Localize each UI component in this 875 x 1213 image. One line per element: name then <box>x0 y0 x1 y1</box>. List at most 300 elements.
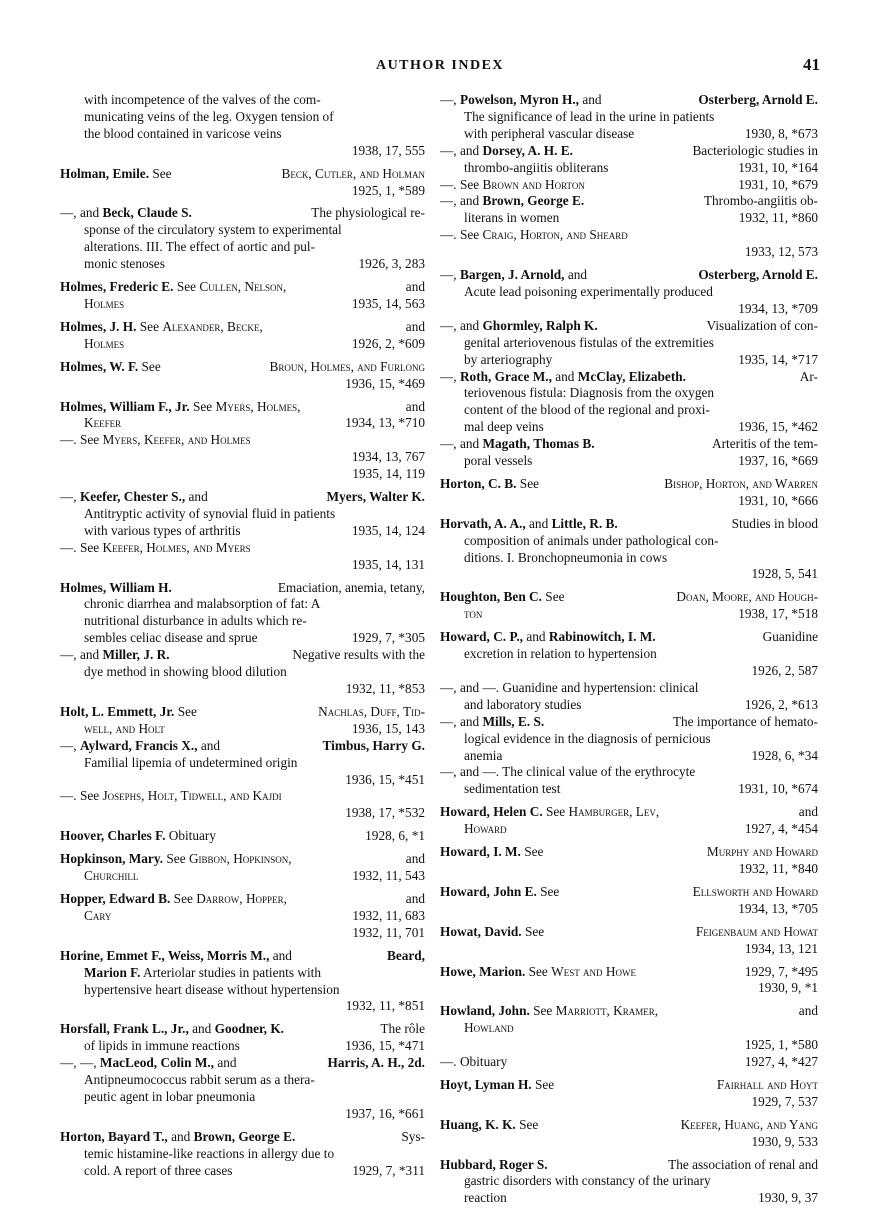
entry-line <box>60 613 425 630</box>
index-entry <box>440 964 818 998</box>
entry-line <box>60 523 425 540</box>
cross-reference: Doan, Moore, and Hough- <box>676 589 818 605</box>
entry-line <box>440 1173 818 1190</box>
entry-text: 1934, 13, 121 <box>744 940 818 956</box>
entry-line <box>440 1054 818 1071</box>
entry-text: —. See <box>60 539 103 555</box>
entry-text: and <box>214 1055 237 1071</box>
cross-reference: Hamburger, Lev, <box>568 804 660 820</box>
entry-line <box>60 279 425 296</box>
line-lead <box>440 143 573 160</box>
entry-line <box>440 385 818 402</box>
entry-text: 1934, 13, 767 <box>351 449 425 465</box>
entry-line <box>60 126 425 143</box>
index-entry <box>60 205 425 273</box>
entry-line <box>60 908 425 925</box>
entry-line <box>440 731 818 748</box>
entry-text: the blood contained in varicose veins <box>84 125 282 141</box>
author-name: Hopkinson, Mary. <box>60 851 164 867</box>
author-name: Howard, I. M. <box>440 844 521 860</box>
entry-line <box>440 126 818 143</box>
entry-text: 1933, 12, 573 <box>744 244 818 260</box>
cross-reference: Cary <box>84 907 112 923</box>
line-lead <box>440 436 595 453</box>
entry-line <box>440 1077 818 1094</box>
entry-text: Ar- <box>799 368 818 384</box>
author-name: Rabinowitch, I. M. <box>548 629 656 645</box>
entry-text: —, <box>60 737 80 753</box>
entry-line <box>440 680 818 697</box>
entry-text: and <box>798 1003 818 1019</box>
entry-text: —, and —. Guanidine and hypertension: clinical <box>440 679 699 695</box>
line-lead <box>464 352 552 369</box>
author-name: Beck, Claude S. <box>102 205 192 221</box>
cross-reference: Josephs, Holt, Tidwell, and Kajdi <box>102 788 282 804</box>
author-name: Brown, George E. <box>193 1128 296 1144</box>
entry-text: 1936, 15, *451 <box>345 771 425 787</box>
entry-line <box>60 359 425 376</box>
line-lead <box>60 828 216 845</box>
author-name: Horsfall, Frank L., Jr., <box>60 1021 189 1037</box>
line-lead <box>440 516 618 533</box>
entry-line <box>60 222 425 239</box>
entry-line <box>440 1003 818 1020</box>
line-lead <box>464 748 502 765</box>
entry-text: —, and <box>440 317 483 333</box>
line-lead <box>440 589 565 606</box>
entry-line <box>60 596 425 613</box>
entry-text: —. See <box>440 227 483 243</box>
entry-text: —. See <box>440 176 483 192</box>
entry-text: 1936, 15, *469 <box>345 375 425 391</box>
entry-text: 1926, 3, 283 <box>358 256 425 272</box>
entry-text: sembles celiac disease and sprue <box>84 630 258 646</box>
index-entry <box>440 804 818 838</box>
cross-reference: Brown and Horton <box>482 176 585 192</box>
entry-line <box>60 319 425 336</box>
line-lead <box>464 1190 507 1207</box>
entry-line <box>60 1038 425 1055</box>
index-entry <box>60 399 425 484</box>
entry-line <box>440 1037 818 1054</box>
entry-text: poral vessels <box>464 453 533 469</box>
cross-reference: Myers, Holmes, <box>215 398 301 414</box>
cross-reference: Broun, Holmes, and Furlong <box>269 358 425 374</box>
line-lead <box>464 606 482 623</box>
cross-reference: Churchill <box>84 868 139 884</box>
line-lead <box>464 697 581 714</box>
entry-text: 1935, 14, 119 <box>352 466 425 482</box>
index-entry <box>440 844 818 878</box>
entry-text: mal deep veins <box>464 419 544 435</box>
entry-line <box>440 301 818 318</box>
entry-line <box>60 466 425 483</box>
entry-line <box>60 580 425 597</box>
entry-text: The association of renal and <box>668 1156 818 1172</box>
entry-line <box>440 177 818 194</box>
line-lead <box>440 92 602 109</box>
index-entry <box>440 1157 818 1208</box>
entry-line <box>440 369 818 386</box>
entry-line <box>440 436 818 453</box>
entry-text: The physiological re- <box>311 205 425 221</box>
line-lead <box>84 721 165 738</box>
entry-text: 1935, 14, 131 <box>351 556 425 572</box>
cross-reference: Gibbon, Hopkinson, <box>188 851 292 867</box>
author-name: Timbus, Harry G. <box>322 737 425 753</box>
entry-text: 1938, 17, *532 <box>345 805 425 821</box>
entry-text: and <box>185 489 208 505</box>
cross-reference: Cullen, Nelson, <box>199 279 287 295</box>
author-name: Myers, Walter K. <box>326 489 425 505</box>
line-lead <box>60 704 197 721</box>
entry-line <box>60 948 425 965</box>
line-lead <box>84 523 241 540</box>
entry-line <box>60 1089 425 1106</box>
cross-reference: Alexander, Becke, <box>162 318 263 334</box>
entry-text: 1937, 16, *669 <box>738 453 818 469</box>
entry-line <box>60 998 425 1015</box>
author-name: Miller, J. R. <box>102 647 170 663</box>
line-lead <box>60 738 220 755</box>
entry-line <box>440 419 818 436</box>
entry-line <box>60 828 425 845</box>
author-name: Bargen, J. Arnold, <box>459 267 565 283</box>
entry-text: 1928, 6, *34 <box>751 747 818 763</box>
entry-text: 1932, 11, *840 <box>738 860 818 876</box>
line-lead <box>60 205 192 222</box>
author-name: Howard, John E. <box>440 883 537 899</box>
entry-line <box>60 868 425 885</box>
author-name: Aylward, Francis X., <box>79 737 198 753</box>
entry-line <box>60 1072 425 1089</box>
entry-text: 1927, 4, *427 <box>744 1054 818 1070</box>
entry-line <box>440 1020 818 1037</box>
entry-text: by arteriography <box>464 351 553 367</box>
entry-text: 1938, 17, *518 <box>738 606 818 622</box>
entry-text: and <box>525 515 552 531</box>
entry-line <box>60 109 425 126</box>
entry-line <box>440 804 818 821</box>
entry-line <box>440 267 818 284</box>
entry-line <box>60 296 425 313</box>
entry-text: —, and <box>440 713 483 729</box>
cross-reference: Keefer, Holmes, and Myers <box>102 539 251 555</box>
entry-line <box>440 606 818 623</box>
entry-text: logical evidence in the diagnosis of pernicious <box>464 730 711 746</box>
author-name: Hoyt, Lyman H. <box>440 1076 532 1092</box>
entry-text: 1931, 10, *674 <box>738 781 818 797</box>
line-lead <box>84 630 258 647</box>
entry-line <box>440 352 818 369</box>
entry-text: Guanidine <box>762 629 818 645</box>
entry-line <box>60 415 425 432</box>
entry-text: Antipneumococcus rabbit serum as a thera- <box>84 1072 315 1088</box>
entry-line <box>440 941 818 958</box>
entry-line <box>440 1134 818 1151</box>
line-lead <box>464 210 559 227</box>
entry-text: 1934, 13, *709 <box>738 300 818 316</box>
entry-text: of lipids in immune reactions <box>84 1038 240 1054</box>
entry-text: 1931, 10, *666 <box>738 492 818 508</box>
entry-text: 1926, 2, *613 <box>744 696 818 712</box>
line-lead <box>60 948 292 965</box>
entry-text: cold. A report of three cases <box>84 1162 233 1178</box>
author-name: Huang, K. K. <box>440 1116 516 1132</box>
entry-text: 1926, 2, 587 <box>751 663 818 678</box>
entry-text: teriovenous fistula: Diagnosis from the oxygen <box>464 385 715 401</box>
line-lead <box>60 399 300 416</box>
line-lead <box>440 884 559 901</box>
entry-text: —. Obituary <box>440 1054 508 1070</box>
line-lead <box>464 781 560 798</box>
entry-text: Arteriolar studies in patients with <box>140 964 321 980</box>
entry-text: See <box>163 851 189 867</box>
entry-line <box>440 160 818 177</box>
cross-reference: Murphy and Howard <box>706 844 818 860</box>
line-lead <box>440 476 539 493</box>
entry-text: and <box>564 267 588 283</box>
entry-text: alterations. III. The effect of aortic and pul- <box>84 239 315 255</box>
entry-text: and <box>269 947 292 963</box>
entry-text: peutic agent in lobar pneumonia <box>84 1088 256 1104</box>
entry-text: municating veins of the leg. Oxygen tension of <box>84 108 334 124</box>
index-entry <box>60 1021 425 1122</box>
entry-line <box>440 663 818 680</box>
entry-text: —, —, <box>60 1055 100 1071</box>
line-lead <box>60 891 287 908</box>
index-entry <box>440 1117 818 1151</box>
line-lead <box>440 844 543 861</box>
entry-text: —, and <box>440 436 483 452</box>
entry-line <box>440 227 818 244</box>
entry-text: 1929, 7, *495 <box>744 963 818 979</box>
index-entry <box>440 1003 818 1071</box>
entry-text: 1934, 13, *710 <box>345 415 425 431</box>
index-entry <box>440 884 818 918</box>
entry-line <box>440 244 818 261</box>
entry-line <box>60 647 425 664</box>
entry-text: Obituary <box>165 828 216 844</box>
entry-text: See <box>529 1003 556 1019</box>
entry-text: 1936, 15, 143 <box>351 720 425 736</box>
entry-text: dye method in showing blood dilution <box>84 664 287 680</box>
entry-text: —, and <box>440 142 483 158</box>
entry-text: 1925, 1, *589 <box>351 182 425 198</box>
entry-line <box>60 506 425 523</box>
entry-text: See <box>149 165 172 181</box>
entry-text: with incompetence of the valves of the com- <box>84 92 321 107</box>
index-entry <box>60 1129 425 1180</box>
entry-text: —, <box>440 368 460 384</box>
entry-text: hypertensive heart disease without hypertension <box>84 981 340 997</box>
entry-text: and <box>405 398 425 414</box>
entry-line <box>440 109 818 126</box>
line-lead <box>84 336 124 353</box>
entry-line <box>60 432 425 449</box>
index-entry <box>60 92 425 160</box>
entry-line <box>440 964 818 981</box>
line-lead <box>84 415 121 432</box>
line-lead <box>60 580 172 597</box>
entry-text: 1934, 13, *705 <box>738 900 818 916</box>
entry-text: 1928, 5, 541 <box>751 566 818 582</box>
entry-line <box>60 630 425 647</box>
author-name: Keefer, Chester S., <box>79 489 186 505</box>
entry-text: —, <box>440 92 460 107</box>
index-entry <box>60 580 425 698</box>
index-entry <box>440 924 818 958</box>
line-lead <box>440 193 584 210</box>
entry-text: 1936, 15, *471 <box>345 1038 425 1054</box>
author-name: Hubbard, Roger S. <box>440 1156 548 1172</box>
entry-line <box>60 982 425 999</box>
entry-line <box>440 566 818 583</box>
entry-text: and laboratory studies <box>464 696 582 712</box>
cross-reference: ton <box>464 606 483 622</box>
entry-text: 1932, 11, *851 <box>345 998 425 1014</box>
line-lead <box>60 166 172 183</box>
entry-text: 1932, 11, 683 <box>352 907 425 923</box>
entry-text: The rôle <box>380 1021 425 1037</box>
entry-text: 1936, 15, *462 <box>738 419 818 435</box>
entry-text: 1930, 8, *673 <box>744 125 818 141</box>
entry-text: See <box>521 923 545 939</box>
line-lead <box>60 1055 237 1072</box>
entry-line <box>60 183 425 200</box>
cross-reference: Bishop, Horton, and Warren <box>664 475 818 491</box>
entry-line <box>60 540 425 557</box>
entry-line <box>60 925 425 942</box>
entry-text: 1932, 11, 701 <box>352 924 425 940</box>
entry-line <box>60 489 425 506</box>
author-name: Roth, Grace M., <box>459 368 552 384</box>
entry-text: See <box>138 358 161 374</box>
entry-text: 1929, 7, *305 <box>351 630 425 646</box>
entry-line <box>60 772 425 789</box>
entry-line <box>60 256 425 273</box>
line-lead <box>84 868 138 885</box>
line-lead <box>440 1003 658 1020</box>
index-entry <box>440 516 818 584</box>
cross-reference: Keefer <box>84 415 122 431</box>
index-entry <box>60 319 425 353</box>
entry-line <box>440 143 818 160</box>
entry-line <box>440 884 818 901</box>
entry-text: Acute lead poisoning experimentally produced <box>464 283 713 299</box>
entry-text: See <box>189 398 216 414</box>
entry-line <box>60 805 425 822</box>
cross-reference: Keefer, Huang, and Yang <box>680 1116 818 1132</box>
index-entry <box>440 1077 818 1111</box>
entry-text: Antitryptic activity of synovial fluid in patients <box>84 505 336 521</box>
line-lead <box>440 804 659 821</box>
index-entry <box>60 891 425 942</box>
entry-text: 1935, 14, 124 <box>351 522 425 538</box>
entry-text: See <box>170 890 197 906</box>
entry-line <box>440 533 818 550</box>
entry-text: 1927, 4, *454 <box>744 821 818 837</box>
cross-reference: well, and Holt <box>84 720 165 736</box>
entry-text: Arteritis of the tem- <box>712 436 818 452</box>
entry-line <box>60 681 425 698</box>
author-name: Holmes, J. H. <box>60 318 137 334</box>
entry-line <box>440 646 818 663</box>
entry-text: Studies in blood <box>731 515 818 531</box>
line-lead <box>464 419 544 436</box>
entry-text: —. See <box>60 432 103 448</box>
page-header <box>60 55 820 80</box>
entry-text: —, and <box>440 193 483 209</box>
entry-text: —, <box>440 267 460 283</box>
entry-text: —. See <box>60 788 103 804</box>
entry-line <box>440 1094 818 1111</box>
author-name: Horvath, A. A., <box>440 515 526 531</box>
entry-text: and <box>405 318 425 334</box>
line-lead <box>440 629 656 646</box>
entry-line <box>440 764 818 781</box>
cross-reference: West and Howe <box>551 963 636 979</box>
entry-line <box>440 453 818 470</box>
entry-line <box>60 376 425 393</box>
cross-reference: Marriott, Kramer, <box>555 1003 659 1019</box>
entry-text: content of the blood of the regional and proxi- <box>464 402 710 418</box>
entry-text: See <box>515 1116 539 1132</box>
author-name: Howat, David. <box>440 923 522 939</box>
entry-text: anemia <box>464 747 503 763</box>
author-name: Goodner, K. <box>214 1021 284 1037</box>
entry-line <box>440 193 818 210</box>
entry-line <box>60 1106 425 1123</box>
entry-line <box>60 166 425 183</box>
entry-text: —, and <box>60 647 103 663</box>
entry-line <box>440 92 818 109</box>
author-name: McClay, Elizabeth. <box>577 368 686 384</box>
line-lead <box>440 964 636 981</box>
left-column <box>60 92 425 1185</box>
entry-text: —, <box>60 489 80 505</box>
cross-reference: Beck, Cutler, and Holman <box>281 165 425 181</box>
index-entry <box>60 704 425 822</box>
entry-text: chronic diarrhea and malabsorption of fat: A <box>84 596 321 612</box>
entry-text: temic histamine-like reactions in allergy due to <box>84 1145 335 1161</box>
index-entry <box>440 589 818 623</box>
entry-line <box>440 821 818 838</box>
entry-line <box>440 924 818 941</box>
entry-text: The importance of hemato- <box>672 713 818 729</box>
entry-text: Thrombo-angiitis ob- <box>703 193 818 209</box>
line-lead <box>60 1021 284 1038</box>
line-lead <box>84 908 111 925</box>
running-title: AUTHOR INDEX <box>375 58 505 73</box>
entry-text: with peripheral vascular disease <box>464 125 635 141</box>
author-name: Howe, Marion. <box>440 963 526 979</box>
entry-text: 1929, 7, 537 <box>751 1093 818 1109</box>
entry-line <box>60 336 425 353</box>
entry-text: Sys- <box>401 1128 425 1144</box>
entry-line <box>440 589 818 606</box>
entry-line <box>60 1146 425 1163</box>
cross-reference: Feigenbaum and Howat <box>695 923 818 939</box>
entry-text: 1935, 14, *717 <box>738 351 818 367</box>
author-name: Brown, George E. <box>482 193 585 209</box>
entry-text: 1928, 6, *1 <box>365 828 425 844</box>
line-lead <box>60 319 263 336</box>
entry-text: and <box>405 279 425 295</box>
entry-text: and <box>523 629 549 645</box>
entry-text: thrombo-angiitis obliterans <box>464 159 609 175</box>
entry-line <box>440 629 818 646</box>
